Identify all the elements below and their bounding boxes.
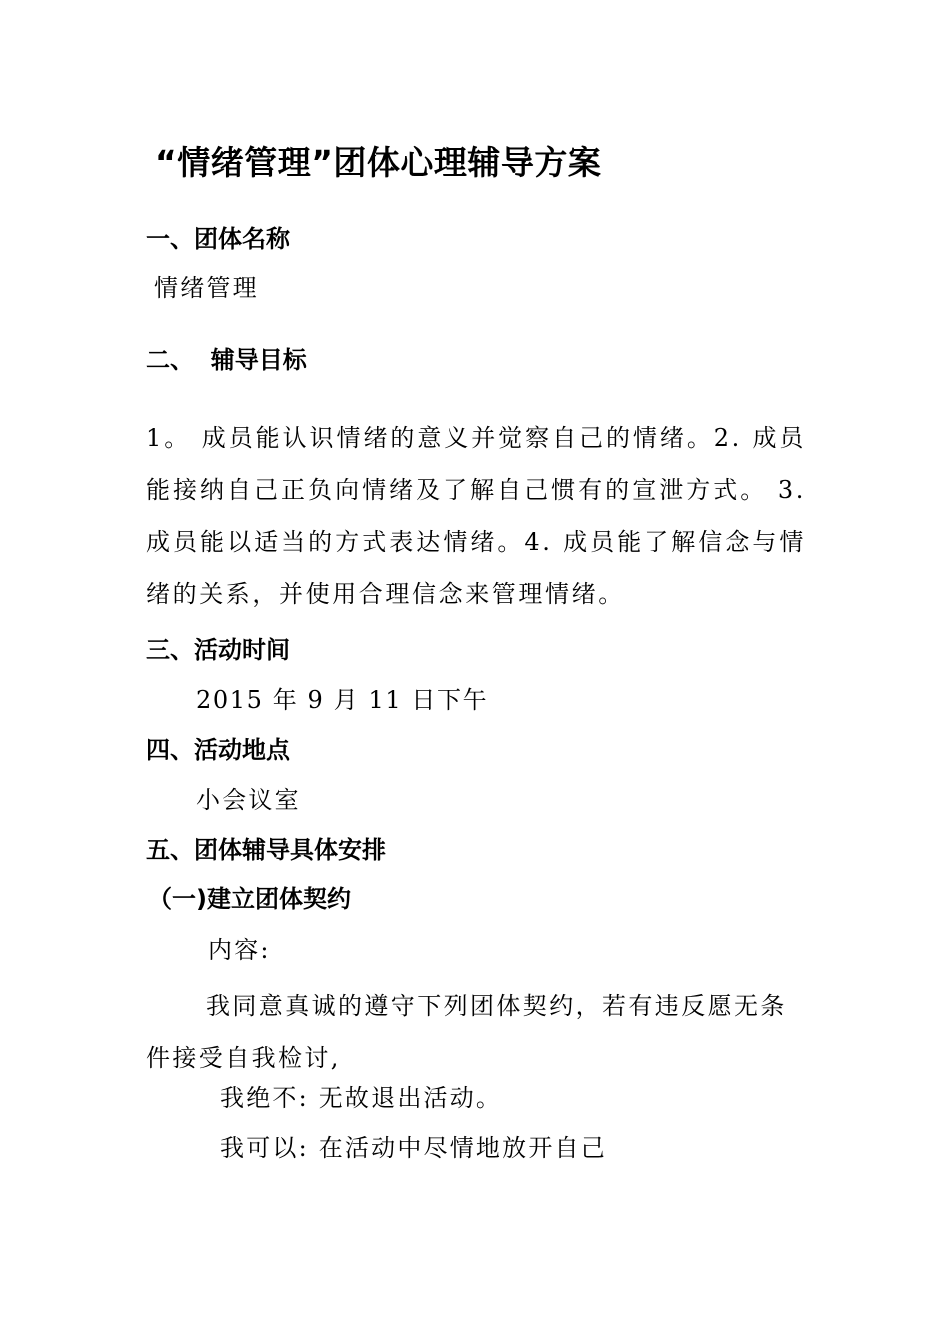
- section-heading-arrangement: 五、团体辅导具体安排: [146, 836, 386, 864]
- section-heading-time: 三、活动时间: [146, 636, 290, 664]
- document-title: “情绪管理”团体心理辅导方案: [155, 143, 602, 182]
- contract-rule-2: 我可以: 在活动中尽情地放开自己: [220, 1134, 607, 1162]
- contract-content-label: 内容:: [208, 936, 271, 964]
- contract-rule-1: 我绝不: 无故退出活动。: [220, 1084, 503, 1112]
- group-name-value: 情绪管理: [154, 274, 259, 302]
- section-heading-goals: 二、 辅导目标: [146, 346, 307, 374]
- goals-paragraph: 1。 成员能认识情绪的意义并觉察自己的情绪。2. 成员能接纳自己正负向情绪及了解自己惯有的宣泄方式。 3. 成员能以适当的方式表达情绪。4. 成员能了解信念与情绪的关系，并使用合理信念来管理情绪。: [146, 424, 806, 608]
- section-heading-group-name: 一、团体名称: [146, 225, 290, 253]
- section-heading-location: 四、活动地点: [146, 736, 290, 764]
- subsection-heading-contract: （一)建立团体契约: [148, 885, 351, 913]
- contract-paragraph: 我同意真诚的遵守下列团体契约，若有违反愿无条件接受自我检讨,: [146, 992, 787, 1072]
- activity-time-value: 2015 年 9 月 11 日下午: [196, 686, 489, 714]
- activity-location-value: 小会议室: [196, 786, 301, 814]
